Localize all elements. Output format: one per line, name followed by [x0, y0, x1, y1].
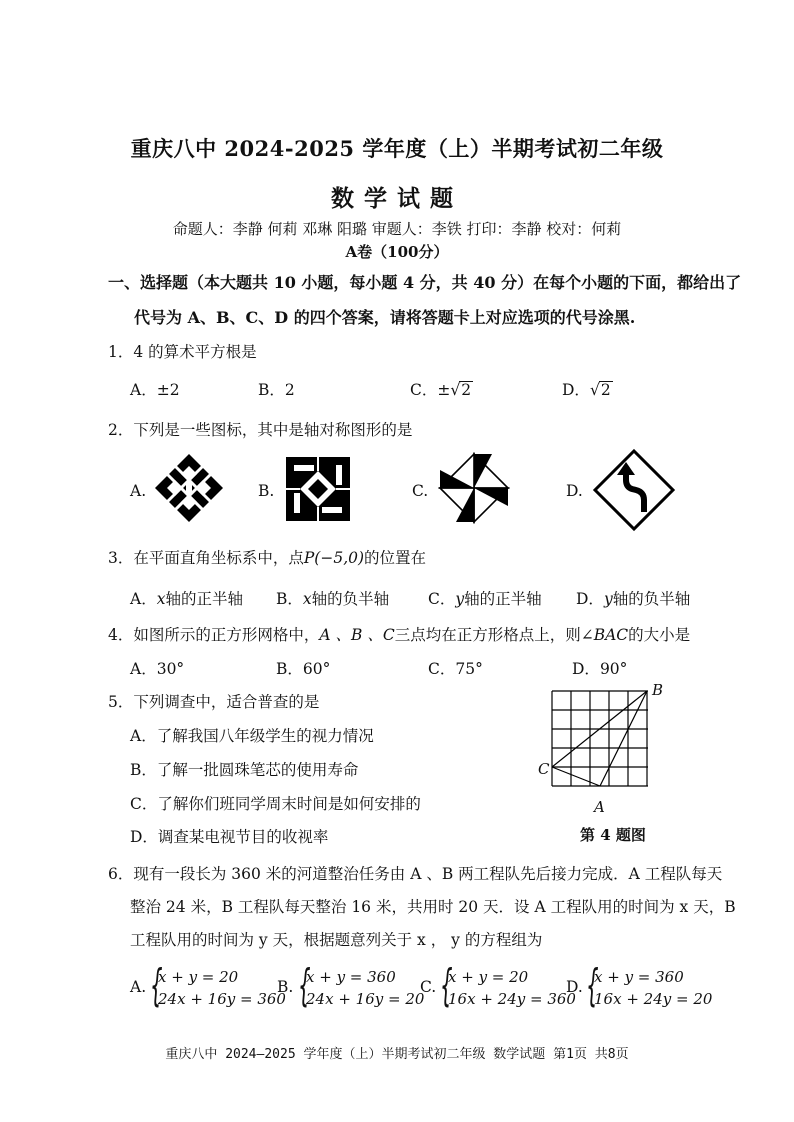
q1-stem: 1．4 的算术平方根是 [108, 343, 257, 361]
q1-option-b: B．2 [258, 381, 295, 399]
q5-option-c: C．了解你们班同学周末时间是如何安排的 [130, 795, 421, 813]
section-heading-line2: 代号为 A、B、C、D 的四个答案，请将答题卡上对应选项的代号涂黑. [134, 308, 636, 327]
q4-label-a: A [594, 798, 605, 816]
q6-label-a: A. [130, 978, 147, 996]
q6-line3: 工程队用的时间为 y 天，根据题意列关于 x ， y 的方程组为 [130, 931, 543, 949]
winding-road-sign-icon [592, 448, 676, 532]
q6-label-c: C. [420, 978, 437, 996]
q6-line1: 6．现有一段长为 360 米的河道整治任务由 A 、B 两工程队先后接力完成．A 工程队每天 [108, 865, 723, 883]
section-heading-line1: 一、选择题（本大题共 10 小题，每小题 4 分，共 40 分）在每个小题的下面，都给出了 [108, 273, 742, 292]
q4-stem: 4．如图所示的正方形网格中，A 、B 、C三点均在正方形格点上，则∠BAC的大小是 [108, 626, 691, 644]
segment-ab [600, 691, 647, 786]
volume-label: A卷（100分） [345, 243, 449, 261]
q5-option-a: A．了解我国八年级学生的视力情况 [130, 727, 374, 745]
segment-ca [552, 767, 600, 786]
q5-option-b: B．了解一批圆珠笔芯的使用寿命 [130, 761, 359, 779]
q3-stem: 3．在平面直角坐标系中，点P(−5,0)的位置在 [108, 549, 427, 567]
q5-option-d: D．调查某电视节目的收视率 [130, 828, 329, 846]
q1-option-a: A．±2 [130, 381, 180, 399]
q2-label-d: D. [566, 482, 583, 500]
q3-option-c: C．y轴的正半轴 [428, 590, 542, 608]
q4-option-c: C．75° [428, 660, 483, 678]
q4-figure-caption: 第 4 题图 [580, 826, 646, 844]
q6-label-d: D. [566, 978, 583, 996]
q4-grid-figure [536, 680, 676, 820]
q6-option-b-system: { x + y = 360 24x + 16y = 20 [298, 960, 425, 1011]
q6-option-d-system: { x + y = 360 16x + 24y = 20 [586, 960, 713, 1011]
q2-stem: 2．下列是一些图标，其中是轴对称图形的是 [108, 421, 413, 439]
q3-option-a: A．x轴的正半轴 [130, 590, 243, 608]
q1-option-d: D．√2 [562, 381, 611, 399]
pinwheel-icon [438, 452, 510, 524]
page-title: 重庆八中 2024-2025 学年度（上）半期考试初二年级 [130, 136, 664, 161]
q6-line2: 整治 24 米，B 工程队每天整治 16 米，共用时 20 天．设 A 工程队用的时间为 x 天，B [130, 898, 736, 916]
q1-option-c: C．±√2 [410, 381, 472, 399]
q6-option-c-system: { x + y = 20 16x + 24y = 360 [440, 960, 576, 1011]
square-knot-icon [284, 455, 352, 523]
staff-line: 命题人：李静 何莉 邓琳 阳璐 审题人：李铁 打印：李静 校对：何莉 [172, 220, 622, 238]
q4-label-b: B [652, 681, 664, 699]
q4-option-d: D．90° [572, 660, 628, 678]
q6-label-b: B. [277, 978, 294, 996]
q3-option-b: B．x轴的负半轴 [276, 590, 390, 608]
q4-label-c: C [538, 760, 550, 778]
q2-label-c: C. [412, 482, 429, 500]
q3-option-d: D．y轴的负半轴 [576, 590, 691, 608]
q2-label-b: B. [258, 482, 275, 500]
q4-option-b: B．60° [276, 660, 331, 678]
page-subtitle: 数学试题 [331, 185, 463, 212]
celtic-knot-icon [153, 452, 225, 524]
q2-label-a: A. [130, 482, 147, 500]
q6-option-a-system: { x + y = 20 24x + 16y = 360 [150, 960, 286, 1011]
q4-option-a: A．30° [130, 660, 185, 678]
page-footer: 重庆八中 2024—2025 学年度（上）半期考试初二年级 数学试题 第1页 共8页 [165, 1047, 629, 1062]
q5-stem: 5．下列调查中，适合普查的是 [108, 693, 320, 711]
